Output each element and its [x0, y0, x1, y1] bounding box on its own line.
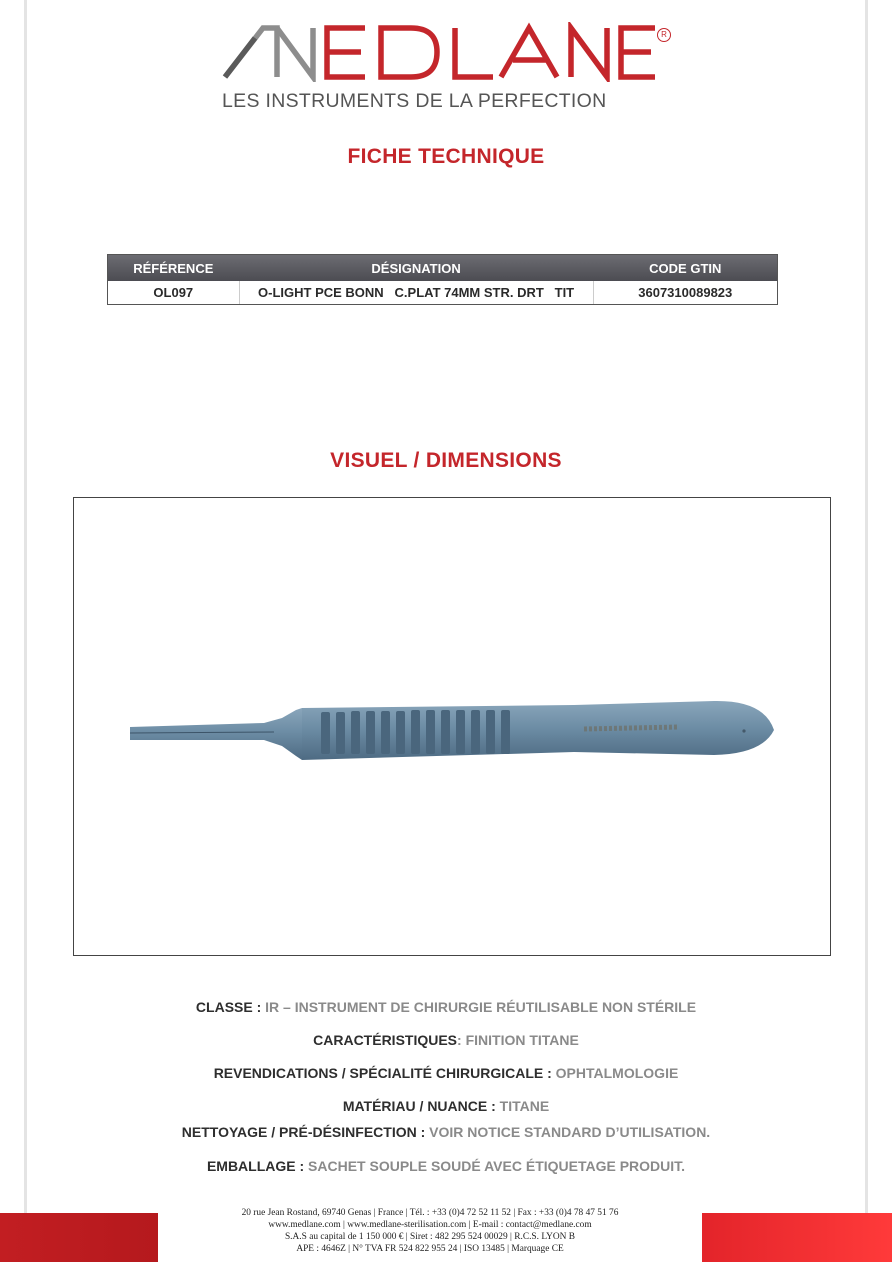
spec-value: OPHTALMOLOGIE — [555, 1065, 679, 1081]
visuel-dimensions-title: VISUEL / DIMENSIONS — [330, 449, 562, 472]
table-row — [108, 281, 777, 304]
header-reference: RÉFÉRENCE — [133, 260, 214, 276]
spec-classe — [0, 999, 892, 1015]
spec-label: EMBALLAGE : — [206, 1158, 305, 1174]
medlane-logo — [215, 22, 675, 114]
logo-wordmark — [215, 22, 655, 82]
spec-value: VOIR NOTICE STANDARD D’UTILISATION. — [429, 1124, 711, 1140]
fiche-technique-title: FICHE TECHNIQUE — [347, 145, 545, 168]
spec-caracteristiques — [0, 1032, 892, 1048]
reference-table — [107, 254, 778, 305]
spec-value: TITANE — [499, 1098, 550, 1114]
footer-legal: S.A.S au capital de 1 150 000 € | Siret : 482 295 524 00029 | R.C.S. LYON B — [284, 1232, 576, 1242]
footer-red-bar-right — [702, 1213, 892, 1262]
spec-label: NETTOYAGE / PRÉ-DÉSINFECTION : — [181, 1124, 426, 1140]
registered-mark: R — [657, 28, 671, 42]
cell-gtin: 3607310089823 — [638, 285, 733, 300]
spec-label: MATÉRIAU / NUANCE : — [342, 1098, 496, 1114]
spec-materiau — [0, 1098, 892, 1114]
header-designation: DÉSIGNATION — [371, 260, 461, 276]
brand-tagline: LES INSTRUMENTS DE LA PERFECTION — [222, 90, 607, 112]
company-footer — [160, 1207, 700, 1255]
spec-value: SACHET SOUPLE SOUDÉ AVEC ÉTIQUETAGE PRODUIT. — [308, 1158, 686, 1174]
footer-web: www.medlane.com | www.medlane-sterilisation.com | E-mail : contact@medlane.com — [268, 1220, 592, 1230]
forceps-tip — [130, 708, 302, 760]
spec-value: : FINITION TITANE — [457, 1032, 579, 1048]
spec-specialite — [0, 1065, 892, 1081]
cell-reference: OL097 — [153, 285, 194, 300]
cell-designation: O-LIGHT PCE BONN C.PLAT 74MM STR. DRT TIT — [239, 281, 594, 304]
product-image-frame — [73, 497, 831, 956]
header-gtin: CODE GTIN — [649, 260, 722, 276]
footer-red-bar-left — [0, 1213, 158, 1262]
spec-value: IR – INSTRUMENT DE CHIRURGIE RÉUTILISABLE NON STÉRILE — [265, 999, 697, 1015]
spec-label: CLASSE : — [195, 999, 262, 1015]
spec-label: CARACTÉRISTIQUES — [313, 1032, 458, 1048]
footer-address: 20 rue Jean Rostand, 69740 Genas | France | Tél. : +33 (0)4 72 52 11 52 | Fax : +33 (0)4 78 47 51 76 — [241, 1208, 619, 1218]
spec-nettoyage — [0, 1124, 892, 1140]
footer-registration: APE : 4646Z | N° TVA FR 524 822 955 24 | ISO 13485 | Marquage CE — [296, 1244, 564, 1254]
spec-label: REVENDICATIONS / SPÉCIALITÉ CHIRURGICALE : — [213, 1065, 552, 1081]
spec-emballage — [0, 1158, 892, 1174]
table-header-row — [108, 255, 777, 281]
forceps-image — [74, 498, 832, 957]
